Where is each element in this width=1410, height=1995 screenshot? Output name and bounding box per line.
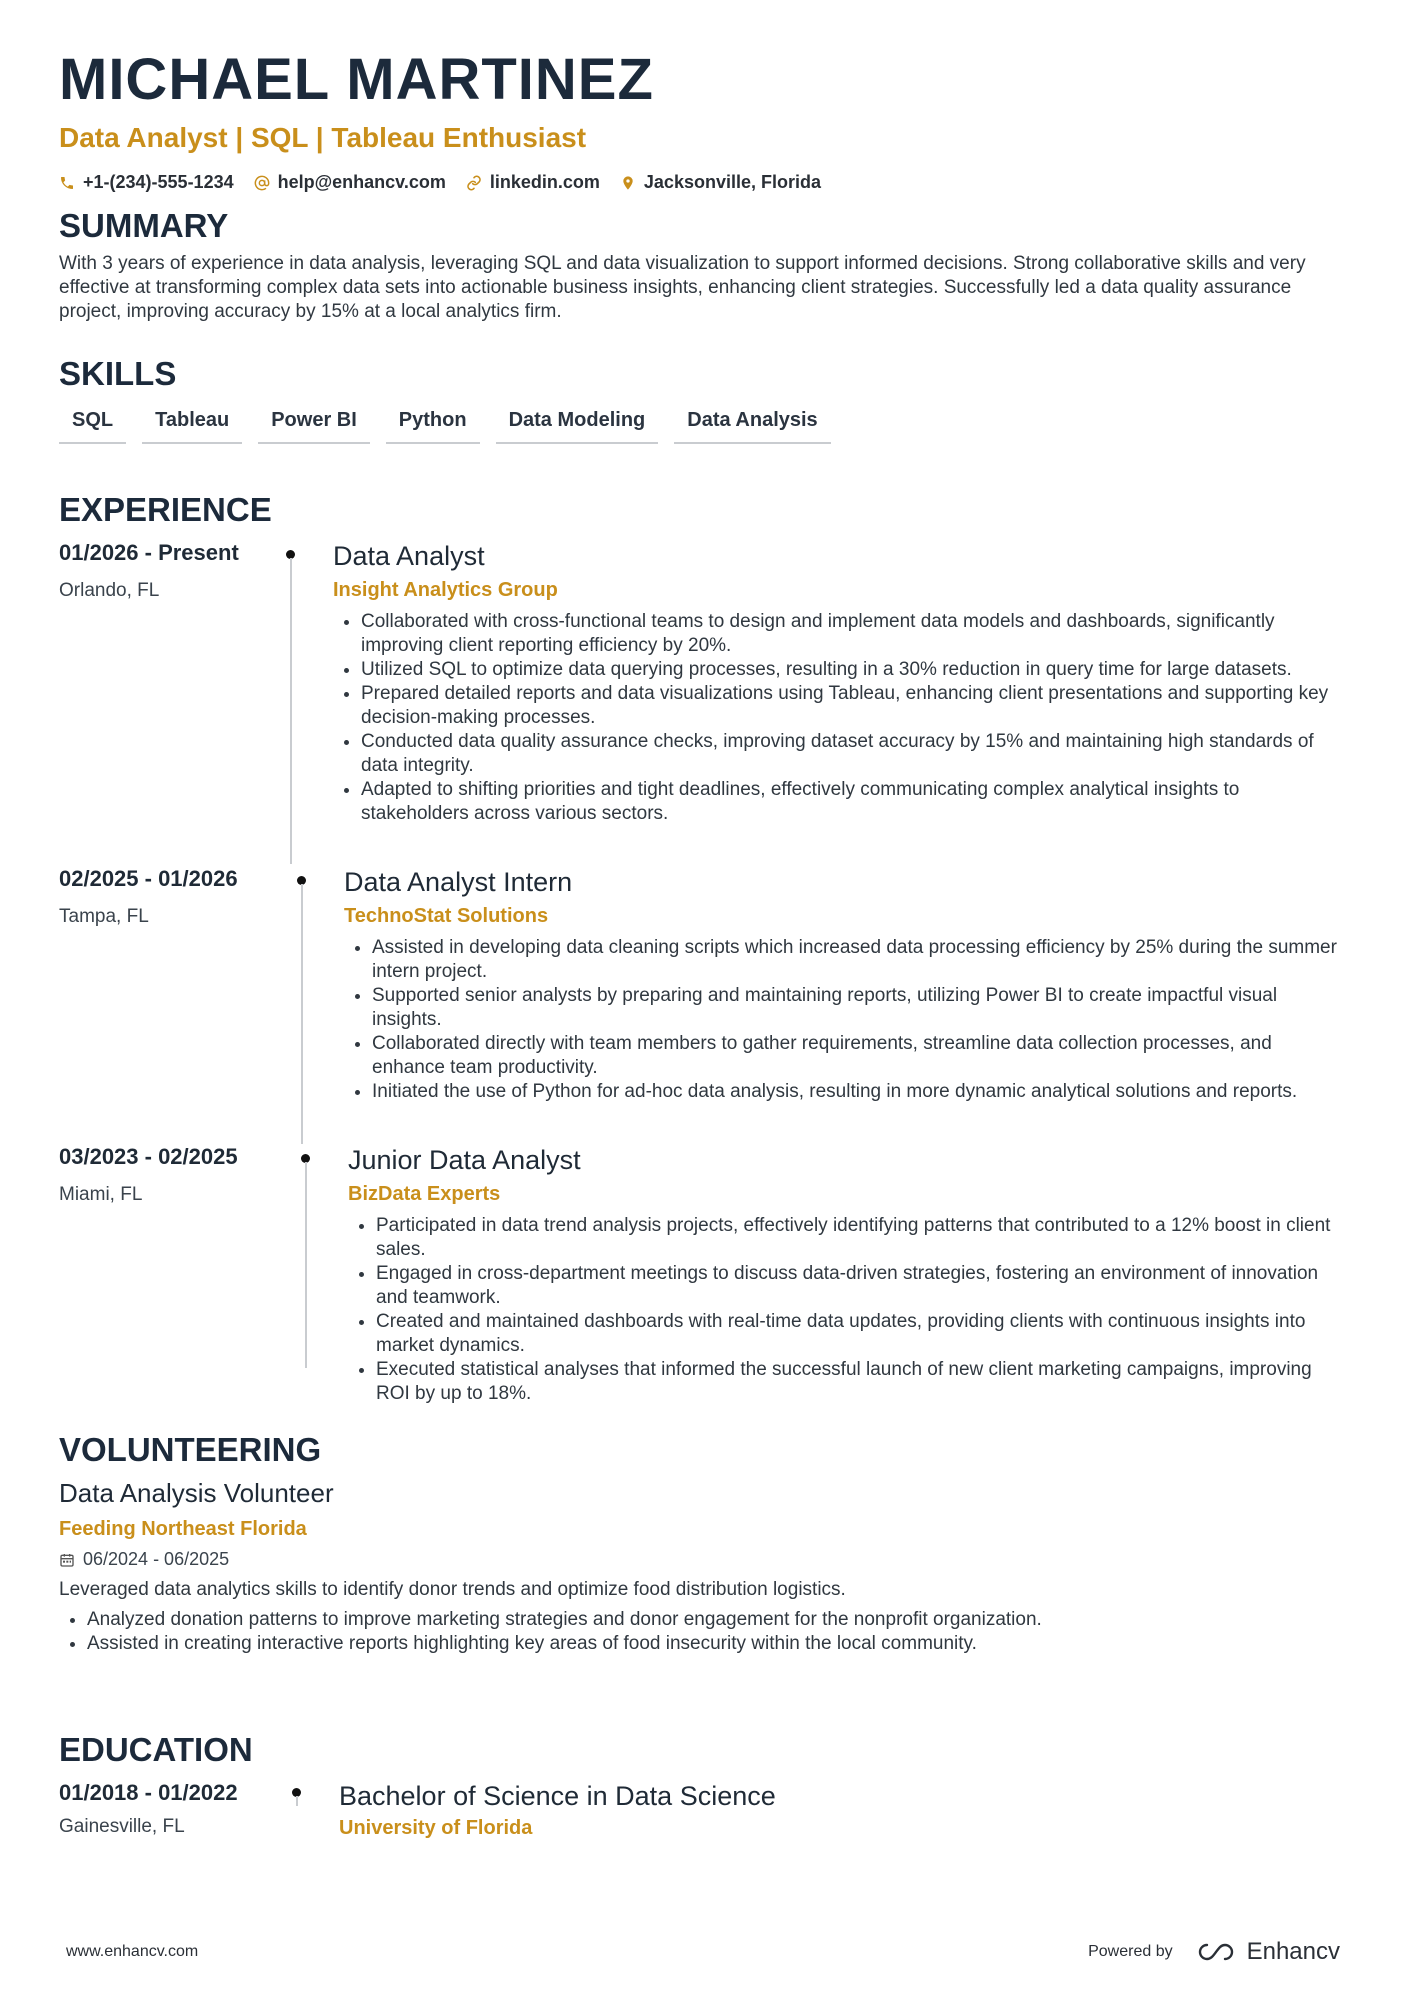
skills-list: [59, 408, 1349, 444]
skill-tag: Data Modeling: [496, 408, 659, 444]
footer-url[interactable]: www.enhancv.com: [66, 1943, 199, 1960]
experience-section: [59, 491, 1349, 1404]
experience-meta: [59, 866, 289, 928]
brand-logo[interactable]: [1193, 1938, 1340, 1966]
job-bullet: • Conducted data quality assurance checks, improving dataset accuracy by 15% and maintaining high standards of data integrity.: [361, 730, 1333, 778]
job-bullet: • Adapted to shifting priorities and tight deadlines, effectively communicating complex analytical insights to stakeholders across various sectors.: [361, 778, 1333, 826]
degree-name: Bachelor of Science in Data Science: [339, 1781, 776, 1811]
volunteer-bullet: • Assisted in creating interactive reports highlighting key areas of food insecurity within the local community.: [87, 1632, 1349, 1656]
at-sign-icon: [254, 175, 270, 191]
volunteer-bullet: • Analyzed donation patterns to improve marketing strategies and donor engagement for the nonprofit organization.: [87, 1608, 1349, 1632]
volunteer-role: Data Analysis Volunteer: [59, 1478, 334, 1508]
volunteer-dates: [59, 1549, 1349, 1570]
experience-details: [333, 540, 1333, 826]
experience-meta: [59, 540, 289, 602]
summary-text: With 3 years of experience in data analysis, leveraging SQL and data visualization to support informed decisions. Strong collaborative skills and very effective at transforming complex data sets into actionable business insights, enhancing client strategies. Successfully led a data quality assurance project, improving accuracy by 15% at a local analytics firm.: [59, 253, 1306, 322]
education-dates: 01/2018 - 01/2022: [59, 1780, 238, 1805]
resume-page: [59, 47, 1349, 1839]
job-title: Data Analyst: [333, 541, 485, 571]
skill-tag: Power BI: [258, 408, 370, 444]
summary-section: [59, 208, 1349, 324]
volunteering-title: VOLUNTEERING: [59, 1431, 322, 1468]
timeline-line: [296, 1796, 298, 1806]
job-bullet: • Engaged in cross-department meetings to discuss data-driven strategies, fostering an environment of innovation and teamwork.: [376, 1262, 1348, 1310]
calendar-icon: [59, 1552, 75, 1568]
experience-meta: [59, 1144, 289, 1206]
job-bullets: [333, 610, 1333, 826]
contact-location: [620, 172, 821, 193]
powered-by: [1088, 1938, 1340, 1966]
contact-bar: [59, 172, 1349, 193]
education-title: EDUCATION: [59, 1731, 253, 1768]
contact-email[interactable]: [254, 172, 446, 193]
experience-details: [344, 866, 1344, 1104]
skill-tag: SQL: [59, 408, 126, 444]
skills-section: [59, 356, 1349, 444]
experience-title: EXPERIENCE: [59, 491, 272, 528]
job-bullets: [348, 1214, 1348, 1406]
volunteer-bullets: [59, 1608, 1349, 1656]
skill-tag: Data Analysis: [674, 408, 830, 444]
candidate-name: MICHAEL MARTINEZ: [59, 47, 654, 112]
job-bullet: • Participated in data trend analysis projects, effectively identifying patterns that contributed to a 12% boost in client sales.: [376, 1214, 1348, 1262]
job-bullet: • Collaborated with cross-functional teams to design and implement data models and dashboards, significantly improving client reporting efficiency by 20%.: [361, 610, 1333, 658]
job-bullets: [344, 936, 1344, 1104]
school-name: University of Florida: [339, 1817, 533, 1839]
job-bullet: • Supported senior analysts by preparing and maintaining reports, utilizing Power BI to create impactful visual insights.: [372, 984, 1344, 1032]
volunteering-section: [59, 1432, 1349, 1656]
company-name: BizData Experts: [348, 1183, 501, 1205]
education-entry: [59, 1780, 1349, 1840]
map-pin-icon: [620, 175, 636, 191]
skill-tag: Tableau: [142, 408, 242, 444]
education-meta: [59, 1780, 238, 1838]
skill-tag: Python: [386, 408, 480, 444]
email-text: help@enhancv.com: [277, 172, 446, 192]
experience-dates: 01/2026 - Present: [59, 540, 239, 565]
education-details: [339, 1780, 776, 1840]
experience-location: Orlando, FL: [59, 580, 160, 601]
experience-location: Tampa, FL: [59, 906, 149, 927]
volunteer-organization: Feeding Northeast Florida: [59, 1518, 307, 1540]
company-name: Insight Analytics Group: [333, 579, 558, 601]
education-location: Gainesville, FL: [59, 1816, 185, 1837]
timeline-line: [301, 884, 303, 1144]
experience-dates: 02/2025 - 01/2026: [59, 866, 238, 891]
footer: [66, 1938, 1340, 1966]
location-text: Jacksonville, Florida: [643, 172, 821, 192]
volunteer-description: Leveraged data analytics skills to identify donor trends and optimize food distribution logistics.: [59, 1579, 846, 1600]
job-bullet: • Utilized SQL to optimize data querying processes, resulting in a 30% reduction in query time for large datasets.: [361, 658, 1333, 682]
summary-title: SUMMARY: [59, 207, 229, 244]
experience-details: [348, 1144, 1348, 1406]
volunteer-dates-text: 06/2024 - 06/2025: [83, 1549, 230, 1569]
job-bullet: • Collaborated directly with team members to gather requirements, streamline data collection processes, and enhance team productivity.: [372, 1032, 1344, 1080]
contact-linkedin[interactable]: [466, 172, 600, 193]
job-bullet: • Initiated the use of Python for ad-hoc data analysis, resulting in more dynamic analytical solutions and reports.: [372, 1080, 1344, 1104]
timeline-line: [305, 1162, 307, 1368]
powered-by-label: Powered by: [1088, 1943, 1173, 1960]
job-bullet: • Executed statistical analyses that informed the successful launch of new client marketing campaigns, improving ROI by up to 18%.: [376, 1358, 1348, 1406]
brand-name: Enhancv: [1246, 1938, 1340, 1965]
enhancv-logo-icon: [1193, 1940, 1239, 1964]
job-title: Data Analyst Intern: [344, 867, 573, 897]
link-icon: [466, 175, 482, 191]
job-bullet: • Prepared detailed reports and data visualizations using Tableau, enhancing client presentations and supporting key decision-making processes.: [361, 682, 1333, 730]
candidate-title: Data Analyst | SQL | Tableau Enthusiast: [59, 122, 587, 153]
timeline-line: [290, 558, 292, 864]
experience-dates: 03/2023 - 02/2025: [59, 1144, 238, 1169]
linkedin-text: linkedin.com: [489, 172, 600, 192]
phone-text: +1-(234)-555-1234: [83, 172, 234, 192]
skills-title: SKILLS: [59, 355, 177, 392]
phone-icon: [59, 175, 75, 191]
experience-location: Miami, FL: [59, 1184, 143, 1205]
job-bullet: • Created and maintained dashboards with real-time data updates, providing clients with continuous insights into market dynamics.: [376, 1310, 1348, 1358]
education-section: [59, 1732, 1349, 1840]
job-title: Junior Data Analyst: [348, 1145, 581, 1175]
job-bullet: • Assisted in developing data cleaning scripts which increased data processing efficiency by 25% during the summer intern project.: [372, 936, 1344, 984]
company-name: TechnoStat Solutions: [344, 905, 549, 927]
contact-phone[interactable]: [59, 172, 234, 193]
